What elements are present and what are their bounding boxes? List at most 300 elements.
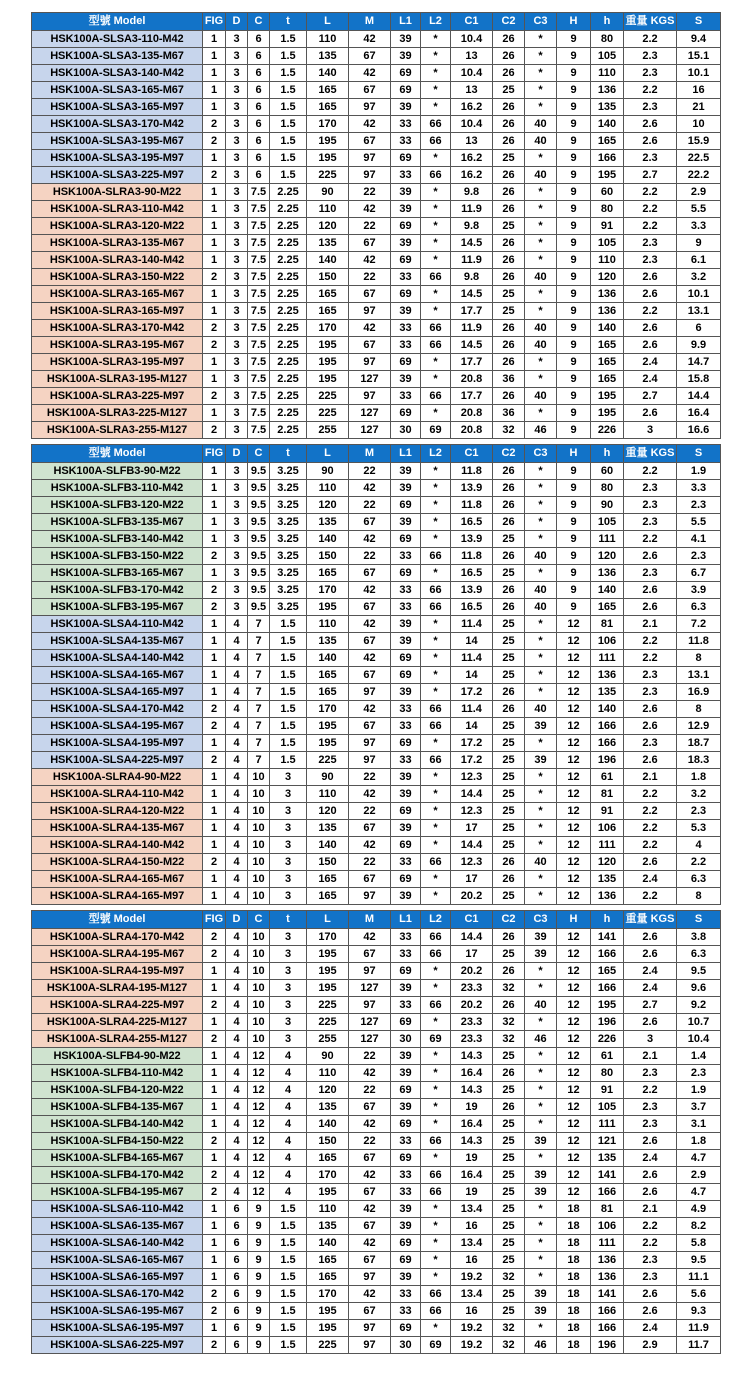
- value-cell: *: [421, 1320, 451, 1337]
- value-cell: 135: [591, 684, 624, 701]
- value-cell: 16: [677, 82, 721, 99]
- value-cell: 69: [391, 531, 421, 548]
- value-cell: 2.2: [624, 803, 677, 820]
- value-cell: 195: [307, 718, 349, 735]
- table-row: [32, 616, 721, 633]
- value-cell: 14.4: [677, 388, 721, 405]
- value-cell: 67: [349, 514, 391, 531]
- column-header: FIG: [203, 445, 226, 463]
- value-cell: 9: [557, 48, 591, 65]
- value-cell: 3: [226, 252, 248, 269]
- value-cell: 18: [557, 1235, 591, 1252]
- value-cell: 11.4: [451, 616, 493, 633]
- value-cell: 3.8: [677, 929, 721, 946]
- value-cell: 141: [591, 929, 624, 946]
- value-cell: 2.6: [624, 752, 677, 769]
- value-cell: 4: [226, 1014, 248, 1031]
- value-cell: 1: [203, 1201, 226, 1218]
- value-cell: 22: [349, 269, 391, 286]
- value-cell: 9: [248, 1218, 270, 1235]
- value-cell: 19: [451, 1150, 493, 1167]
- value-cell: 3: [270, 980, 307, 997]
- model-cell: HSK100A-SLFB3-110-M42: [32, 480, 203, 497]
- value-cell: 17.2: [451, 735, 493, 752]
- value-cell: 7.5: [248, 269, 270, 286]
- value-cell: 2: [203, 116, 226, 133]
- value-cell: 1: [203, 684, 226, 701]
- value-cell: 33: [391, 1286, 421, 1303]
- table-row: [32, 497, 721, 514]
- value-cell: 33: [391, 946, 421, 963]
- value-cell: 135: [307, 1099, 349, 1116]
- value-cell: 9.4: [677, 31, 721, 48]
- model-cell: HSK100A-SLFB4-165-M67: [32, 1150, 203, 1167]
- value-cell: 12: [557, 803, 591, 820]
- value-cell: 25: [493, 1184, 525, 1201]
- column-header: S: [677, 445, 721, 463]
- value-cell: 4: [226, 888, 248, 905]
- table-row: [32, 684, 721, 701]
- value-cell: 14.4: [451, 837, 493, 854]
- model-cell: HSK100A-SLSA4-170-M42: [32, 701, 203, 718]
- model-cell: HSK100A-SLRA3-120-M22: [32, 218, 203, 235]
- column-header: D: [226, 911, 248, 929]
- table-row: [32, 1150, 721, 1167]
- value-cell: 7.5: [248, 286, 270, 303]
- value-cell: 2: [203, 548, 226, 565]
- model-cell: HSK100A-SLRA3-165-M97: [32, 303, 203, 320]
- value-cell: 6.7: [677, 565, 721, 582]
- value-cell: 1: [203, 65, 226, 82]
- value-cell: 1.5: [270, 735, 307, 752]
- value-cell: 4: [226, 929, 248, 946]
- value-cell: 18: [557, 1286, 591, 1303]
- value-cell: 2.3: [677, 548, 721, 565]
- value-cell: 19: [451, 1184, 493, 1201]
- value-cell: 1: [203, 963, 226, 980]
- value-cell: 9: [557, 303, 591, 320]
- value-cell: 12: [248, 1184, 270, 1201]
- value-cell: 4: [226, 633, 248, 650]
- value-cell: *: [525, 405, 557, 422]
- value-cell: 12: [557, 980, 591, 997]
- table-row: [32, 752, 721, 769]
- value-cell: *: [421, 235, 451, 252]
- value-cell: 2.2: [624, 463, 677, 480]
- model-cell: HSK100A-SLSA4-195-M97: [32, 735, 203, 752]
- value-cell: 9.5: [248, 548, 270, 565]
- value-cell: 110: [307, 201, 349, 218]
- value-cell: 12: [557, 650, 591, 667]
- value-cell: 4: [677, 837, 721, 854]
- value-cell: *: [421, 1235, 451, 1252]
- value-cell: 10.4: [451, 31, 493, 48]
- model-cell: HSK100A-SLRA4-90-M22: [32, 769, 203, 786]
- value-cell: 25: [493, 888, 525, 905]
- value-cell: 12: [557, 888, 591, 905]
- value-cell: 18: [557, 1269, 591, 1286]
- value-cell: 66: [421, 388, 451, 405]
- value-cell: 97: [349, 150, 391, 167]
- value-cell: 12: [557, 820, 591, 837]
- value-cell: *: [421, 616, 451, 633]
- table-row: [32, 388, 721, 405]
- value-cell: 97: [349, 735, 391, 752]
- model-cell: HSK100A-SLSA3-165-M97: [32, 99, 203, 116]
- column-header: L1: [391, 13, 421, 31]
- value-cell: 195: [591, 167, 624, 184]
- value-cell: 6.3: [677, 946, 721, 963]
- value-cell: 12: [557, 963, 591, 980]
- value-cell: 170: [307, 1286, 349, 1303]
- value-cell: 165: [307, 1269, 349, 1286]
- value-cell: 97: [349, 1269, 391, 1286]
- table-row: [32, 480, 721, 497]
- value-cell: 10: [248, 1014, 270, 1031]
- value-cell: 2.6: [624, 946, 677, 963]
- value-cell: *: [421, 786, 451, 803]
- value-cell: 14.5: [451, 337, 493, 354]
- value-cell: 22: [349, 184, 391, 201]
- table-row: [32, 997, 721, 1014]
- value-cell: 2.9: [677, 184, 721, 201]
- value-cell: 9: [557, 235, 591, 252]
- value-cell: 26: [493, 201, 525, 218]
- value-cell: *: [421, 1150, 451, 1167]
- value-cell: 20.8: [451, 422, 493, 439]
- value-cell: 1.5: [270, 752, 307, 769]
- value-cell: *: [525, 82, 557, 99]
- value-cell: 2.2: [624, 303, 677, 320]
- value-cell: 3: [226, 184, 248, 201]
- value-cell: 40: [525, 269, 557, 286]
- value-cell: 2.3: [677, 497, 721, 514]
- model-cell: HSK100A-SLRA3-225-M97: [32, 388, 203, 405]
- value-cell: 7.5: [248, 354, 270, 371]
- column-header: C3: [525, 13, 557, 31]
- value-cell: 26: [493, 514, 525, 531]
- table-row: [32, 1201, 721, 1218]
- value-cell: 9.5: [248, 480, 270, 497]
- value-cell: 3: [270, 820, 307, 837]
- value-cell: 3: [226, 65, 248, 82]
- value-cell: 2.25: [270, 422, 307, 439]
- value-cell: 13.4: [451, 1286, 493, 1303]
- value-cell: 12: [557, 929, 591, 946]
- value-cell: 33: [391, 752, 421, 769]
- value-cell: 165: [307, 1252, 349, 1269]
- model-cell: HSK100A-SLRA3-195-M67: [32, 337, 203, 354]
- value-cell: 61: [591, 1048, 624, 1065]
- value-cell: 10: [248, 1031, 270, 1048]
- value-cell: 21: [677, 99, 721, 116]
- value-cell: 66: [421, 718, 451, 735]
- value-cell: 1: [203, 837, 226, 854]
- value-cell: 3: [270, 871, 307, 888]
- value-cell: 4: [226, 786, 248, 803]
- value-cell: 3: [226, 599, 248, 616]
- value-cell: 2.7: [624, 167, 677, 184]
- value-cell: 2.4: [624, 1150, 677, 1167]
- value-cell: 136: [591, 667, 624, 684]
- value-cell: 39: [391, 769, 421, 786]
- value-cell: 66: [421, 269, 451, 286]
- table-row: [32, 269, 721, 286]
- value-cell: 39: [525, 1167, 557, 1184]
- value-cell: 42: [349, 650, 391, 667]
- value-cell: 1: [203, 735, 226, 752]
- value-cell: 3: [226, 286, 248, 303]
- value-cell: 2.2: [624, 82, 677, 99]
- value-cell: 4: [226, 752, 248, 769]
- value-cell: 196: [591, 1337, 624, 1354]
- value-cell: 2.3: [677, 803, 721, 820]
- value-cell: 33: [391, 854, 421, 871]
- value-cell: 150: [307, 854, 349, 871]
- value-cell: 127: [349, 1014, 391, 1031]
- value-cell: 165: [591, 599, 624, 616]
- value-cell: 16.4: [451, 1116, 493, 1133]
- value-cell: 26: [493, 871, 525, 888]
- value-cell: 2: [203, 1184, 226, 1201]
- value-cell: 3.25: [270, 531, 307, 548]
- value-cell: 67: [349, 565, 391, 582]
- value-cell: *: [421, 1065, 451, 1082]
- value-cell: 66: [421, 854, 451, 871]
- value-cell: 15.8: [677, 371, 721, 388]
- value-cell: 2.3: [624, 735, 677, 752]
- value-cell: 18: [557, 1201, 591, 1218]
- value-cell: 2.2: [624, 837, 677, 854]
- value-cell: 9: [248, 1303, 270, 1320]
- value-cell: 3: [226, 371, 248, 388]
- value-cell: 26: [493, 116, 525, 133]
- value-cell: 135: [591, 99, 624, 116]
- value-cell: *: [525, 980, 557, 997]
- column-header: 重量 KGS: [624, 445, 677, 463]
- value-cell: 3: [226, 548, 248, 565]
- table-row: [32, 133, 721, 150]
- value-cell: 90: [307, 184, 349, 201]
- value-cell: 1: [203, 1099, 226, 1116]
- value-cell: 3: [226, 354, 248, 371]
- value-cell: 66: [421, 997, 451, 1014]
- value-cell: 66: [421, 548, 451, 565]
- value-cell: 67: [349, 946, 391, 963]
- column-header: h: [591, 13, 624, 31]
- value-cell: *: [421, 980, 451, 997]
- value-cell: 10: [248, 946, 270, 963]
- value-cell: *: [421, 963, 451, 980]
- value-cell: 105: [591, 48, 624, 65]
- model-cell: HSK100A-SLSA4-165-M97: [32, 684, 203, 701]
- model-cell: HSK100A-SLSA4-225-M97: [32, 752, 203, 769]
- value-cell: 2: [203, 1133, 226, 1150]
- value-cell: 3: [226, 167, 248, 184]
- header-row: [32, 445, 721, 463]
- value-cell: 69: [391, 963, 421, 980]
- value-cell: 8: [677, 650, 721, 667]
- value-cell: 69: [391, 667, 421, 684]
- value-cell: 7.5: [248, 184, 270, 201]
- value-cell: 14.7: [677, 354, 721, 371]
- table-row: [32, 1082, 721, 1099]
- value-cell: 6: [677, 320, 721, 337]
- value-cell: 6: [248, 99, 270, 116]
- model-cell: HSK100A-SLRA4-225-M127: [32, 1014, 203, 1031]
- value-cell: 255: [307, 422, 349, 439]
- value-cell: 111: [591, 837, 624, 854]
- value-cell: 6: [248, 133, 270, 150]
- value-cell: 4: [226, 684, 248, 701]
- value-cell: 42: [349, 1116, 391, 1133]
- value-cell: 22: [349, 769, 391, 786]
- value-cell: 19: [451, 1099, 493, 1116]
- value-cell: 90: [307, 769, 349, 786]
- value-cell: 12: [557, 616, 591, 633]
- value-cell: 3: [226, 582, 248, 599]
- value-cell: *: [525, 235, 557, 252]
- value-cell: 225: [307, 1337, 349, 1354]
- value-cell: 32: [493, 980, 525, 997]
- value-cell: 225: [307, 1014, 349, 1031]
- value-cell: 33: [391, 1303, 421, 1320]
- value-cell: *: [421, 303, 451, 320]
- model-cell: HSK100A-SLRA3-195-M127: [32, 371, 203, 388]
- column-header: C1: [451, 13, 493, 31]
- model-cell: HSK100A-SLSA6-110-M42: [32, 1201, 203, 1218]
- value-cell: 7.5: [248, 252, 270, 269]
- model-cell: HSK100A-SLSA6-165-M97: [32, 1269, 203, 1286]
- value-cell: 4: [226, 820, 248, 837]
- value-cell: 2.2: [624, 888, 677, 905]
- value-cell: 69: [391, 65, 421, 82]
- value-cell: 66: [421, 320, 451, 337]
- value-cell: 12: [557, 946, 591, 963]
- value-cell: *: [421, 405, 451, 422]
- value-cell: 2.6: [624, 337, 677, 354]
- value-cell: 80: [591, 1065, 624, 1082]
- value-cell: 39: [525, 718, 557, 735]
- value-cell: 140: [307, 252, 349, 269]
- value-cell: 3: [270, 769, 307, 786]
- value-cell: 4: [270, 1150, 307, 1167]
- value-cell: 14: [451, 667, 493, 684]
- value-cell: 3: [226, 388, 248, 405]
- value-cell: 2.2: [624, 31, 677, 48]
- value-cell: 2: [203, 929, 226, 946]
- value-cell: *: [525, 820, 557, 837]
- value-cell: 9.6: [677, 980, 721, 997]
- value-cell: 2.1: [624, 1048, 677, 1065]
- value-cell: 40: [525, 167, 557, 184]
- value-cell: 16.4: [451, 1167, 493, 1184]
- value-cell: 67: [349, 1303, 391, 1320]
- value-cell: 4: [226, 1184, 248, 1201]
- value-cell: 17.2: [451, 752, 493, 769]
- column-header: C: [248, 911, 270, 929]
- value-cell: 25: [493, 1303, 525, 1320]
- value-cell: 7.5: [248, 388, 270, 405]
- value-cell: 2.6: [624, 116, 677, 133]
- value-cell: 4: [226, 1133, 248, 1150]
- value-cell: 4: [226, 803, 248, 820]
- value-cell: *: [525, 1048, 557, 1065]
- value-cell: 2.25: [270, 286, 307, 303]
- value-cell: 32: [493, 422, 525, 439]
- value-cell: 12: [557, 735, 591, 752]
- value-cell: 97: [349, 99, 391, 116]
- value-cell: 7.5: [248, 235, 270, 252]
- value-cell: 1.5: [270, 633, 307, 650]
- column-header: H: [557, 445, 591, 463]
- value-cell: 9: [557, 354, 591, 371]
- value-cell: 4: [226, 735, 248, 752]
- value-cell: 1: [203, 252, 226, 269]
- value-cell: 67: [349, 871, 391, 888]
- value-cell: 4.1: [677, 531, 721, 548]
- value-cell: 12: [248, 1133, 270, 1150]
- value-cell: 14.4: [451, 786, 493, 803]
- value-cell: 1.5: [270, 133, 307, 150]
- value-cell: 26: [493, 252, 525, 269]
- value-cell: 4: [226, 1116, 248, 1133]
- value-cell: 91: [591, 218, 624, 235]
- value-cell: 3: [226, 218, 248, 235]
- value-cell: *: [421, 514, 451, 531]
- value-cell: 3.25: [270, 548, 307, 565]
- value-cell: 90: [591, 497, 624, 514]
- value-cell: 3: [270, 997, 307, 1014]
- value-cell: 9: [248, 1286, 270, 1303]
- value-cell: 2.25: [270, 320, 307, 337]
- value-cell: 25: [493, 1218, 525, 1235]
- value-cell: 9.5: [248, 582, 270, 599]
- model-cell: HSK100A-SLFB4-120-M22: [32, 1082, 203, 1099]
- table-row: [32, 99, 721, 116]
- value-cell: 165: [307, 82, 349, 99]
- value-cell: 9.8: [451, 269, 493, 286]
- value-cell: *: [525, 371, 557, 388]
- column-header: M: [349, 911, 391, 929]
- value-cell: 1.5: [270, 1218, 307, 1235]
- value-cell: 9: [557, 405, 591, 422]
- value-cell: 11.9: [451, 201, 493, 218]
- value-cell: 12: [557, 1099, 591, 1116]
- value-cell: *: [525, 1150, 557, 1167]
- value-cell: *: [525, 633, 557, 650]
- value-cell: 97: [349, 1337, 391, 1354]
- table-row: [32, 1014, 721, 1031]
- value-cell: 1: [203, 667, 226, 684]
- value-cell: 2.25: [270, 354, 307, 371]
- value-cell: 12: [248, 1150, 270, 1167]
- value-cell: 26: [493, 463, 525, 480]
- model-cell: HSK100A-SLSA6-135-M67: [32, 1218, 203, 1235]
- value-cell: 13: [451, 82, 493, 99]
- value-cell: 18: [557, 1337, 591, 1354]
- value-cell: 12: [557, 997, 591, 1014]
- value-cell: 69: [391, 150, 421, 167]
- header-row: [32, 911, 721, 929]
- value-cell: 3: [226, 531, 248, 548]
- value-cell: 150: [307, 1133, 349, 1150]
- model-cell: HSK100A-SLRA3-135-M67: [32, 235, 203, 252]
- value-cell: 30: [391, 1337, 421, 1354]
- value-cell: 3: [226, 514, 248, 531]
- table-row: [32, 116, 721, 133]
- value-cell: 3: [226, 405, 248, 422]
